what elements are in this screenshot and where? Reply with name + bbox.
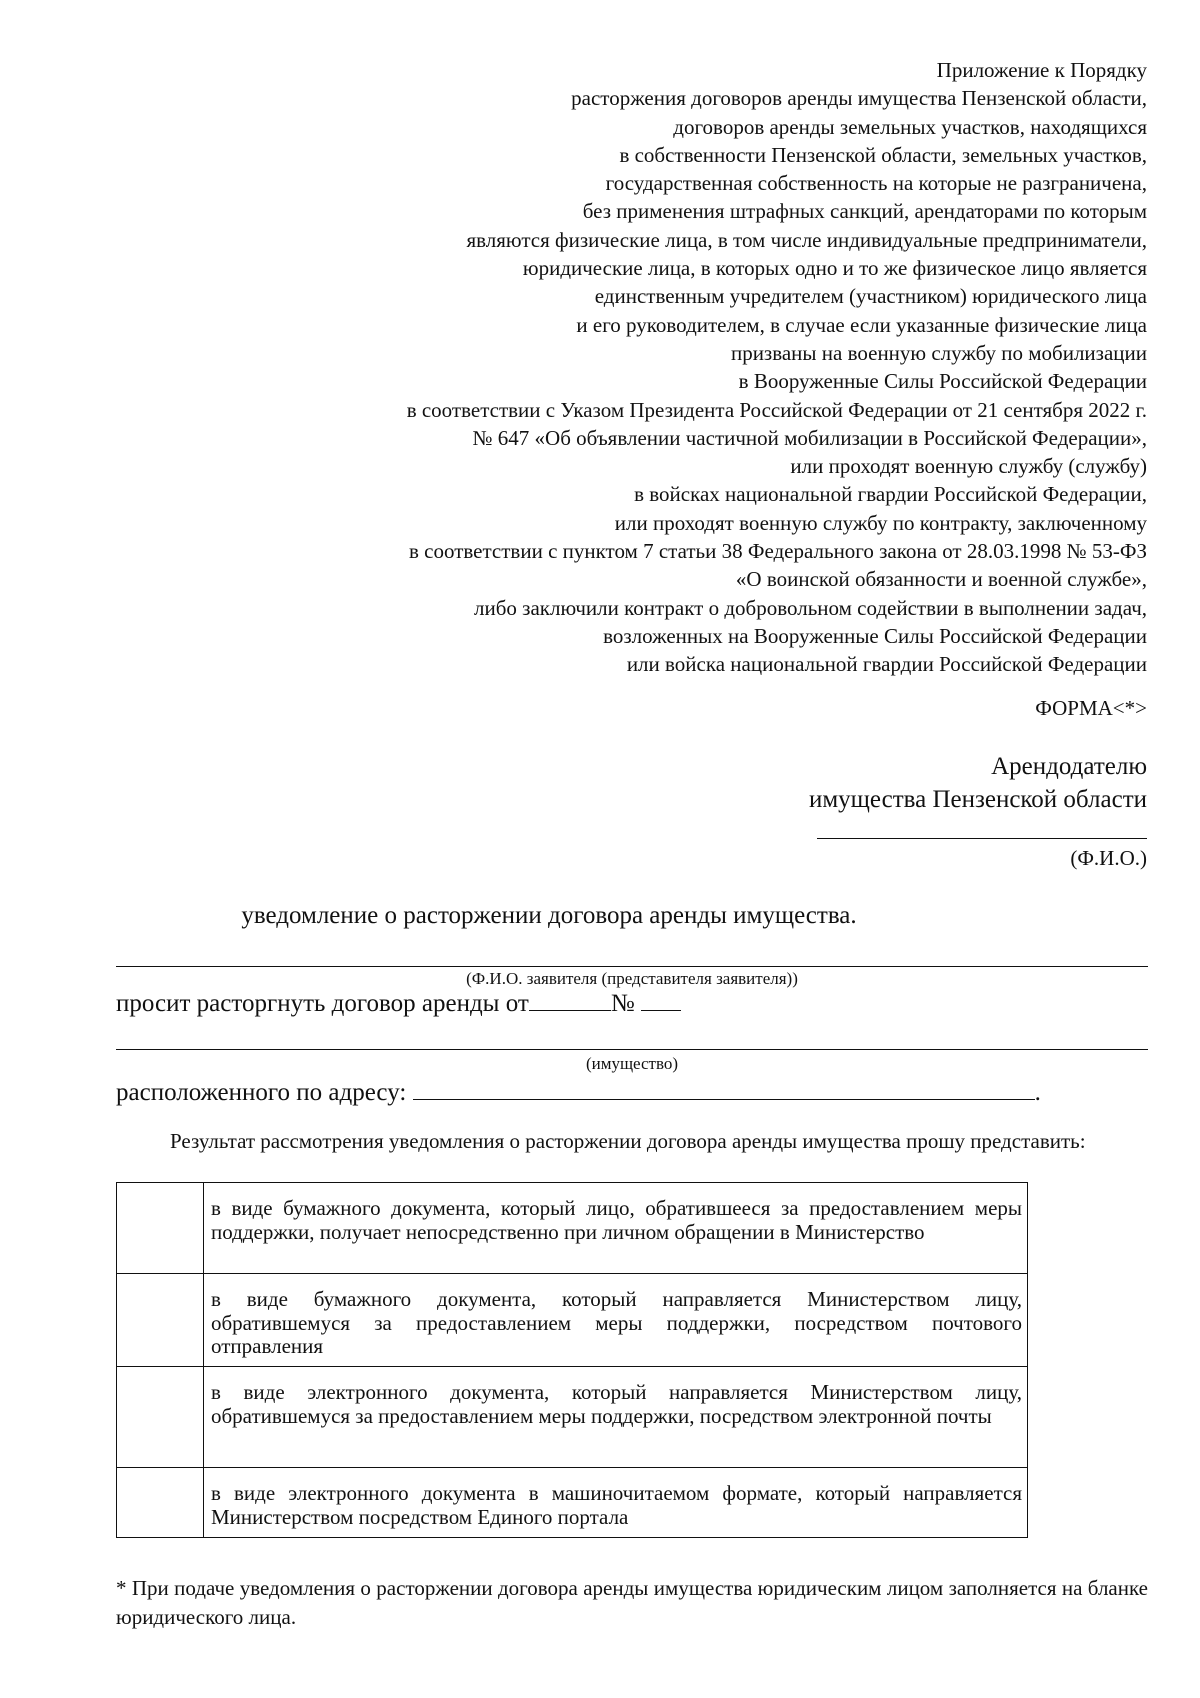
request-text: просит расторгнуть договор аренды от (116, 990, 529, 1017)
option-text: в виде бумажного документа, который направляется Министерством лицу, обратившемуся за предоставлением меры поддержки, посредством почтового отправления (204, 1274, 1028, 1367)
delivery-options-table (116, 1182, 1028, 1538)
option-row (117, 1274, 1028, 1367)
addressee-block (809, 750, 1147, 816)
appendix-line: «О воинской обязанности и военной службе», (735, 567, 1147, 592)
option-checkbox-cell[interactable] (117, 1183, 204, 1274)
appendix-line: единственным учредителем (участником) юридического лица (594, 284, 1147, 309)
appendix-line: или проходят военную службу (службу) (790, 454, 1147, 479)
property-blank[interactable] (116, 1049, 1148, 1050)
document-title: уведомление о расторжении договора аренды имущества. (241, 902, 857, 929)
appendix-line: и его руководителем, в случае если указанные физические лица (576, 312, 1147, 337)
appendix-line: или войска национальной гвардии Российской Федерации (626, 652, 1147, 677)
option-text: в виде бумажного документа, который лицо, обратившееся за предоставлением меры поддержки, получает непосредственно при личном обращении в Министерство (204, 1183, 1028, 1274)
addressee-fio-blank[interactable] (817, 838, 1147, 839)
form-label: ФОРМА<*> (1035, 696, 1147, 720)
address-blank[interactable] (413, 1077, 1035, 1100)
appendix-line: № 647 «Об объявлении частичной мобилизации в Российской Федерации», (472, 425, 1147, 450)
address-line (116, 1077, 1041, 1109)
contract-number-blank[interactable] (641, 988, 681, 1011)
option-row (117, 1468, 1028, 1538)
appendix-line: в соответствии с пунктом 7 статьи 38 Федерального закона от 28.03.1998 № 53-ФЗ (409, 539, 1147, 564)
appendix-line: государственная собственность на которые не разграничена, (605, 171, 1147, 196)
request-line (116, 988, 681, 1020)
applicant-name-blank[interactable] (116, 966, 1148, 967)
option-checkbox-cell[interactable] (117, 1367, 204, 1468)
option-row (117, 1183, 1028, 1274)
appendix-line: либо заключили контракт о добровольном содействии в выполнении задач, (474, 595, 1147, 620)
appendix-line: юридические лица, в которых одно и то же физическое лицо является (522, 256, 1147, 281)
addressee-fio-caption: (Ф.И.О.) (1070, 846, 1147, 870)
appendix-line: в Вооруженные Силы Российской Федерации (738, 369, 1147, 394)
appendix-line: или проходят военную службу по контракту, заключенному (614, 510, 1147, 535)
option-text: в виде электронного документа в машиночитаемом формате, который направляется Министерством посредством Единого портала (204, 1468, 1028, 1538)
address-label: расположенного по адресу: (116, 1079, 407, 1106)
option-checkbox-cell[interactable] (117, 1274, 204, 1367)
appendix-line: являются физические лица, в том числе индивидуальные предприниматели, (466, 227, 1147, 252)
appendix-header (147, 56, 1147, 679)
option-checkbox-cell[interactable] (117, 1468, 204, 1538)
property-caption: (имущество) (585, 1054, 679, 1073)
appendix-line: без применения штрафных санкций, арендаторами по которым (582, 199, 1147, 224)
appendix-line: в войсках национальной гвардии Российской Федерации, (634, 482, 1147, 507)
addressee-line-2: имущества Пензенской области (808, 786, 1147, 813)
appendix-line: Приложение к Порядку (936, 58, 1147, 82)
appendix-line: в соответствии с Указом Президента Российской Федерации от 21 сентября 2022 г. (406, 397, 1147, 422)
appendix-line: возложенных на Вооруженные Силы Российской Федерации (603, 623, 1147, 648)
appendix-line: в собственности Пензенской области, земельных участков, (619, 142, 1147, 167)
applicant-caption: (Ф.И.О. заявителя (представителя заявителя)) (466, 969, 798, 988)
appendix-line: расторжения договоров аренды имущества Пензенской области, (571, 86, 1147, 111)
appendix-line: договоров аренды земельных участков, находящихся (673, 114, 1147, 139)
appendix-line: призваны на военную службу по мобилизации (730, 340, 1147, 365)
option-row (117, 1367, 1028, 1468)
number-sign: № (610, 990, 635, 1017)
addressee-line-1: Арендодателю (991, 753, 1147, 780)
contract-date-blank[interactable] (529, 988, 611, 1011)
option-text: в виде электронного документа, который направляется Министерством лицу, обратившемуся за предоставлением меры поддержки, посредством электронной почты (204, 1367, 1028, 1468)
result-paragraph: Результат рассмотрения уведомления о расторжении договора аренды имущества прошу представить: (170, 1129, 1086, 1153)
address-end: . (1034, 1079, 1041, 1106)
footnote: * При подаче уведомления о расторжении договора аренды имущества юридическим лицом заполняется на бланке юридического лица. (116, 1576, 1148, 1629)
